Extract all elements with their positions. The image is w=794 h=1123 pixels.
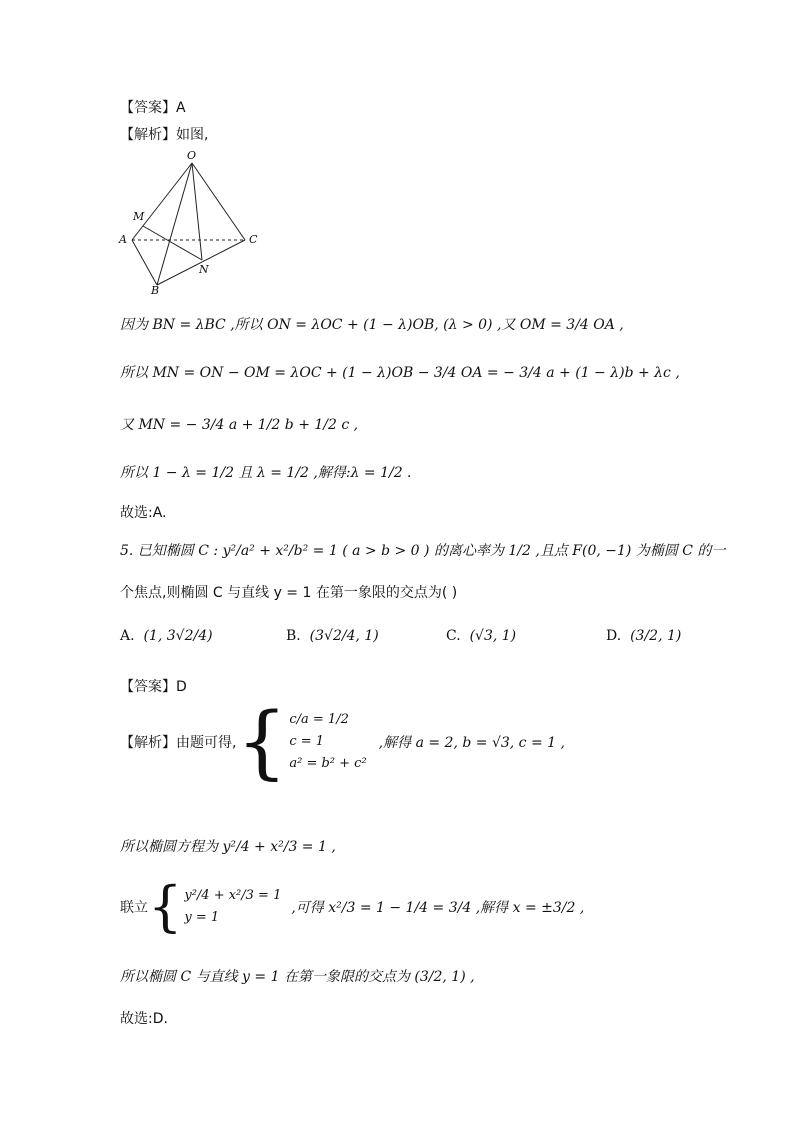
q5-stem1: 5. 已知椭圆 C : y²/a² + x²/b² = 1 ( a > b > 0 ) 的离心率为 1/2 ,且点 F(0, −1) 为椭圆 C 的一 (120, 543, 726, 559)
q5-analysis-prefix: 【解析】由题可得, (120, 735, 237, 751)
label-c: C (249, 233, 258, 246)
combine-brace: { (148, 875, 183, 938)
option-c[interactable] (446, 628, 516, 644)
option-b-label: B. (286, 628, 301, 644)
q4-line3: 又 MN = − 3/4 a + 1/2 b + 1/2 c , (120, 417, 359, 433)
combine-eq-2: y = 1 (184, 910, 220, 925)
q4-line2: 所以 MN = ON − OM = λOC + (1 − λ)OB − 3/4 OA = − 3/4 a + (1 − λ)b + λc , (120, 365, 680, 381)
option-d-text: (3/2, 1) (630, 628, 682, 644)
option-c-text: (√3, 1) (469, 628, 517, 644)
option-b[interactable] (286, 628, 379, 644)
q5-combine-result: ,可得 x²/3 = 1 − 1/4 = 3/4 ,解得 x = ±3/2 , (291, 900, 585, 916)
q5-choose: 故选:D. (120, 1011, 168, 1027)
option-a-label: A. (120, 628, 135, 644)
combine-eq-1: y²/4 + x²/3 = 1 (184, 888, 282, 903)
q4-line4: 所以 1 − λ = 1/2 且 λ = 1/2 ,解得:λ = 1/2 . (120, 465, 412, 481)
system-eq-3: a² = b² + c² (289, 756, 367, 771)
label-o: O (187, 149, 197, 162)
q5-analysis-block (120, 695, 565, 788)
option-c-label: C. (446, 628, 461, 644)
q5-conclusion: 所以椭圆 C 与直线 y = 1 在第一象限的交点为 (3/2, 1) , (120, 969, 475, 985)
label-a: A (119, 233, 127, 246)
system-eq-2: c = 1 (289, 734, 325, 749)
combine-system (184, 885, 281, 929)
q4-analysis-label: 【解析】如图, (120, 127, 209, 143)
q5-answer: 【答案】D (120, 679, 187, 695)
option-d[interactable] (606, 628, 681, 644)
q4-answer: 【答案】A (120, 100, 186, 116)
label-b: B (151, 284, 160, 297)
label-m: M (133, 210, 145, 223)
option-a-text: (1, 3√2/4) (143, 628, 213, 644)
option-b-text: (3√2/4, 1) (309, 628, 379, 644)
system-brace: { (236, 695, 288, 788)
q5-combine-block (120, 875, 585, 938)
equation-system (289, 709, 366, 775)
q5-solve: ,解得 a = 2, b = √3, c = 1 , (378, 735, 565, 751)
option-d-label: D. (606, 628, 622, 644)
tetrahedron-figure (115, 148, 265, 298)
label-n: N (199, 263, 209, 276)
q4-line1: 因为 BN = λBC ,所以 ON = λOC + (1 − λ)OB, (λ > 0) ,又 OM = 3/4 OA , (120, 317, 624, 333)
q4-choose: 故选:A. (120, 505, 167, 521)
system-eq-1: c/a = 1/2 (289, 712, 349, 727)
option-a[interactable] (120, 628, 213, 644)
q5-equation: 所以椭圆方程为 y²/4 + x²/3 = 1 , (120, 839, 336, 855)
q5-stem2: 个焦点,则椭圆 C 与直线 y = 1 在第一象限的交点为( ) (120, 585, 458, 601)
q5-combine-prefix: 联立 (120, 900, 148, 916)
